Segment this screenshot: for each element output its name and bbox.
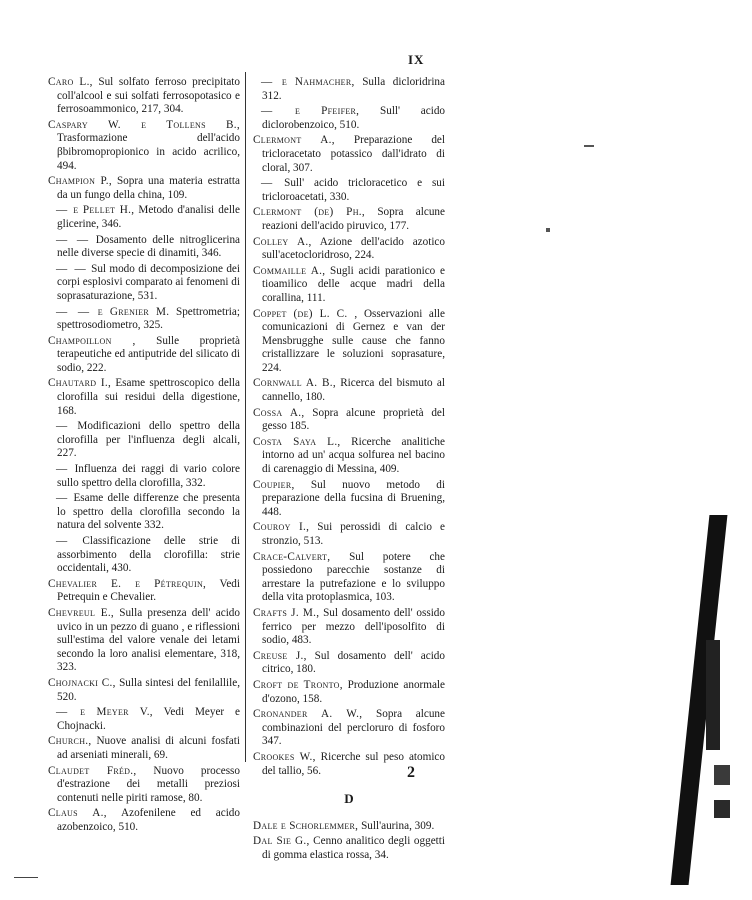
entry-text: Nuove analisi di alcuni fosfati ad arseniati minerali, 69. <box>57 735 240 761</box>
index-subentry <box>48 535 240 576</box>
entry-author: Chojnacki C., <box>48 676 116 689</box>
entry-author: Claus A., <box>48 807 107 820</box>
entry-text: Sull'aurina, 309. <box>358 819 435 832</box>
entry-text: Sul dosamento dell' acido citrico, 180. <box>262 649 445 676</box>
index-entry <box>253 650 445 677</box>
signature-mark: 2 <box>407 764 415 781</box>
entry-text: Sopra alcune proprietà del gesso 185. <box>262 406 445 433</box>
entry-author: e Pfeifer, <box>294 105 360 118</box>
index-entry <box>48 807 240 834</box>
index-entry <box>253 308 445 376</box>
entry-text: Modificazioni dello spettro della clorofilla per l'influenza degli alcali, 227. <box>57 420 240 460</box>
entry-text: Cenno analitico degli oggetti di gomma elastica rossa, 34. <box>262 835 445 861</box>
scan-edge-artifact <box>714 765 730 785</box>
index-entry <box>253 820 445 834</box>
entry-text: Influenza dei raggi di vario colore sullo spettro della clorofilla, 332. <box>57 463 240 489</box>
entry-text: Sui perossidi di calcio e stronzio, 513. <box>262 521 445 547</box>
index-entry <box>253 436 445 477</box>
index-entry <box>48 119 240 173</box>
entry-text: Ricerche sul peso atomico del tallio, 56. <box>262 750 445 777</box>
entry-author: e Grenier M. <box>97 305 170 318</box>
entry-author: Cornwall A. B., <box>253 377 336 390</box>
entry-author: Church., <box>48 735 92 748</box>
index-entry <box>253 708 445 749</box>
index-subentry <box>48 306 240 333</box>
entry-text: Sul potere che possiedono parecchie sostanze di arrestare la putrefazione e lo sviluppo della vita protoplasmica, 103. <box>262 550 445 604</box>
entry-dash: — <box>56 463 70 476</box>
entry-text: Metodo d'analisi delle glicerine, 346. <box>57 204 240 230</box>
entry-text: Osservazioni alle comunicazioni di Gernez e van der Mensbrugghe sulle cause che fanno cristallizzare le soluzioni soprasature, 224. <box>262 307 445 374</box>
entry-author: Clermont (de) Ph., <box>253 206 365 219</box>
entry-author: Crookes W., <box>253 750 316 763</box>
entry-dash: — <box>261 177 275 190</box>
entry-author: Colley A., <box>253 235 312 248</box>
entry-text: Azofenilene ed acido azobenzoico, 510. <box>57 807 240 833</box>
entry-text: Sul dosamento dell' ossido ferrico per mezzo dell'iposolfito di sodio, 483. <box>262 606 445 647</box>
scan-mark <box>584 145 594 147</box>
entry-text: Spettrometria; spettrosodiometro, 325. <box>57 305 240 332</box>
entry-text: Sul modo di decomposizione dei corpi esplosivi comparato ai fenomeni di soprasaturazione, 531. <box>57 262 240 302</box>
index-entry <box>48 175 240 202</box>
entry-author: Creuse J., <box>253 649 307 662</box>
index-entry <box>253 206 445 233</box>
entry-author: Commaille A., <box>253 264 326 277</box>
page-number: IX <box>408 52 425 67</box>
entry-dash: — — <box>56 262 88 275</box>
entry-text: Vedi Petrequin e Chevalier. <box>57 577 241 604</box>
index-subentry <box>48 204 240 231</box>
entry-dash: — <box>261 105 275 118</box>
entry-dash: — — <box>56 233 91 246</box>
entry-text: Produzione anormale d'ozono, 158. <box>262 678 446 705</box>
index-subentry <box>48 420 240 461</box>
entry-text: Sugli acidi parationico e tioamilico delle acque madri della corallina, 111. <box>262 264 446 304</box>
entry-author: Chautard I., <box>48 377 112 390</box>
index-entry <box>253 607 445 648</box>
entry-author: Champion P., <box>48 175 112 188</box>
scan-edge-artifact <box>706 640 720 750</box>
entry-text: Nuovo processo d'estrazione dei metalli preziosi contenuti nelle piriti ramose, 80. <box>57 764 240 804</box>
entry-author: Croft de Tronto, <box>253 678 343 691</box>
entry-text: Sul nuovo metodo di preparazione della fucsina di Bruening, 448. <box>262 478 445 518</box>
entry-author: Dale e Schorlemmer, <box>253 819 359 832</box>
entry-dash: — <box>56 492 70 505</box>
index-entry <box>48 607 240 675</box>
entry-text: Classificazione delle strie di assorbimento della clorofilla: strie occidentali, 430. <box>57 535 240 575</box>
scan-edge-artifact <box>714 800 730 818</box>
index-entry <box>253 751 445 778</box>
index-entry <box>253 377 445 404</box>
entry-author: Caspary W. e Tollens B., <box>48 118 240 131</box>
index-subentry <box>253 105 445 132</box>
entry-dash: — <box>56 535 70 547</box>
index-entry <box>48 377 240 418</box>
entry-text: Sull' acido tricloracetico e sui tricloroacetati, 330. <box>262 177 445 203</box>
entry-text: Vedi Meyer e Chojnacki. <box>57 706 240 732</box>
column-divider <box>245 72 246 762</box>
entry-author: Crafts J. M., <box>253 606 320 619</box>
entry-text: Sul solfato ferroso precipitato coll'alcool e sui solfati ferrosopotasico e ferrosoammonico, 217, 304. <box>57 76 240 116</box>
scan-mark <box>14 877 38 878</box>
entry-text: Sulla dicloridrina 312. <box>262 76 445 102</box>
entry-author: Chevreul E., <box>48 606 115 619</box>
section-letter: D <box>344 791 354 807</box>
entry-text: Sulla presenza dell' acido uvico in un pezzo di guano , e riflessioni sull'estima del valore venale dei letami secondo la loro analisi elementare, 318, 323. <box>57 606 240 674</box>
index-entry <box>48 76 240 117</box>
index-subentry <box>48 492 240 533</box>
entry-author: Dal Sie G., <box>253 835 310 848</box>
index-entry <box>253 835 445 862</box>
entry-text: Dosamento delle nitroglicerina nelle diverse specie di dinamiti, 346. <box>57 233 241 260</box>
index-entry <box>253 521 445 548</box>
entry-author: Caro L., <box>48 76 93 88</box>
index-subentry <box>48 234 240 261</box>
entry-text: Sull' acido diclorobenzoico, 510. <box>262 105 446 131</box>
entry-text: Azione dell'acido azotico sull'acetocloridroso, 224. <box>262 235 445 262</box>
entry-text: Ricerca del bismuto al cannello, 180. <box>262 377 445 404</box>
entry-author: Cronander A. W., <box>253 708 363 721</box>
entry-text: Esame spettroscopico della clorofilla sui residui della digestione, 168. <box>57 377 240 417</box>
index-subentry <box>48 706 240 733</box>
entry-author: e Pellet H., <box>73 204 135 217</box>
index-entry <box>253 134 445 175</box>
index-entry <box>253 679 445 706</box>
index-subentry <box>253 177 445 204</box>
index-entry <box>253 551 445 605</box>
entry-author: Claudet Fréd., <box>48 764 137 777</box>
index-entry <box>253 479 445 520</box>
entry-text: Sopra alcune reazioni dell'acido piruvico, 177. <box>262 206 445 232</box>
entry-text: Preparazione del tricloracetato potassico dall'idrato di cloral, 307. <box>262 134 446 174</box>
index-subentry <box>48 463 240 490</box>
entry-dash: — <box>261 76 275 88</box>
entry-text: Ricerche analitiche intorno ad un' acqua solfurea nel bacino di carenaggio di Messina, 409. <box>262 435 445 476</box>
index-entry <box>253 265 445 306</box>
index-entry <box>48 735 240 762</box>
right-column <box>253 76 445 864</box>
entry-text: Esame delle differenze che presenta lo spettro della clorofilla secondo la natura del solvente 332. <box>57 492 240 532</box>
entry-dash: — <box>56 420 70 433</box>
index-entry <box>253 407 445 434</box>
left-column <box>48 76 240 836</box>
entry-author: Clermont A., <box>253 134 335 147</box>
entry-text: Trasformazione dell'acido βbibromopropionico in acido acrilico, 494. <box>57 132 240 172</box>
index-entry <box>48 578 240 605</box>
index-entry <box>48 335 240 376</box>
entry-author: Champoillon , <box>48 334 136 347</box>
entry-author: Coupier, <box>253 478 295 491</box>
entry-author: e Nahmacher, <box>281 76 355 88</box>
index-entry <box>253 236 445 263</box>
entry-dash: — <box>56 706 70 719</box>
entry-author: Cossa A., <box>253 406 305 419</box>
scan-mark <box>546 228 550 232</box>
entry-author: Crace-Calvert, <box>253 550 331 563</box>
entry-dash: — <box>56 204 70 217</box>
index-entry <box>48 765 240 806</box>
index-subentry <box>253 76 445 103</box>
index-entry <box>48 677 240 704</box>
entry-author: e Meyer V., <box>80 706 153 719</box>
entry-text: Sopra alcune combinazioni del percloruro di fosforo 347. <box>262 708 445 748</box>
entry-text: Sulle proprietà terapeutiche ed antiputride del silicato di sodio, 222. <box>57 334 240 374</box>
entry-author: Coppet (de) L. C. , <box>253 307 358 320</box>
entry-text: Sopra una materia estratta da un fungo della china, 109. <box>57 175 240 201</box>
entry-author: Chevalier E. e Pétrequin, <box>48 577 207 590</box>
entry-text: Sulla sintesi del fenilallile, 520. <box>57 676 240 703</box>
entry-dash: — — <box>56 305 92 318</box>
entry-author: Couroy I., <box>253 521 310 534</box>
index-subentry <box>48 263 240 304</box>
entry-author: Costa Saya L., <box>253 435 341 448</box>
